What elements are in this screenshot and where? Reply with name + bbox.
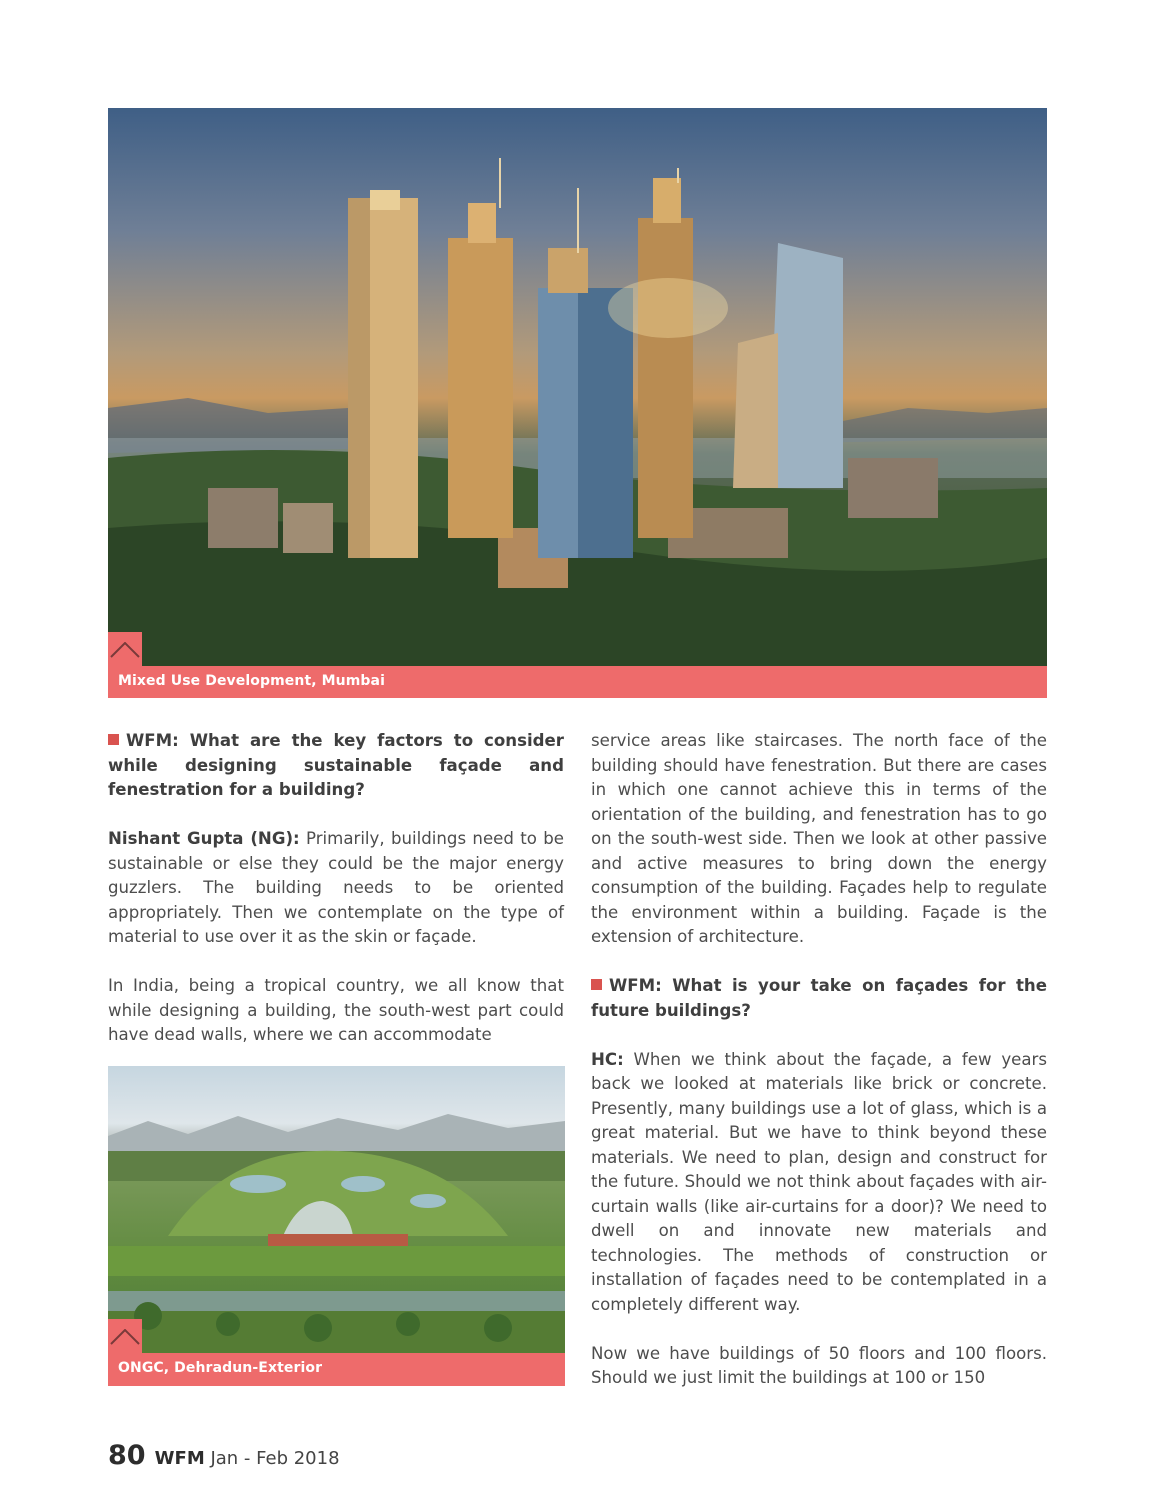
- hero-caption: Mixed Use Development, Mumbai: [118, 673, 385, 689]
- bullet-square-icon: [591, 979, 602, 990]
- answer-text: Primarily, buildings need to be sustainable or else they could be the major energy guzzlers. The building needs to be oriented appropriately. Then we contemplate on the type of material to use over it as the skin or façade.: [108, 829, 564, 946]
- bullet-square-icon: [108, 734, 119, 745]
- question-text: WFM: What are the key factors to consider while designing sustainable façade and fenestration for a building?: [108, 731, 564, 799]
- ongc-photo: [108, 1066, 565, 1353]
- hero-photo: [108, 108, 1047, 666]
- answer-paragraph-2: In India, being a tropical country, we all know that while designing a building, the south-west part could have dead walls, where we can accommodate: [108, 976, 564, 1044]
- caption-bar: [108, 666, 1047, 698]
- question-heading: [108, 729, 564, 803]
- issue-date: Jan - Feb 2018: [204, 1448, 340, 1469]
- answer-paragraph-2: Now we have buildings of 50 floors and 100 floors. Should we just limit the buildings at 100 or 150: [591, 1343, 1047, 1387]
- continuation-paragraph: service areas like staircases. The north face of the building should have fenestration. But there are cases in which one cannot achieve this in terms of the orientation of the building, and fenestration has to go on the south-west side. Then we look at other passive and active measures to bring down the energy consumption of the building. Façades help to regulate the environment within a building. Façade is the extension of architecture.: [591, 731, 1047, 946]
- green-roof-illustration: [108, 1066, 565, 1353]
- page-number: 80: [108, 1440, 146, 1471]
- answer-text: When we think about the façade, a few years back we looked at materials like brick or concrete. Presently, many buildings use a lot of glass, which is a great material. But we have to think beyond these materials. We need to plan, design and construct for the future. Should we not think about façades with air-curtain walls (like air-curtains for a door)? We need to dwell on and innovate new materials and technologies. The methods of construction or installation of façades need to be contemplated in a completely different way.: [591, 1049, 1047, 1314]
- towers-illustration: [108, 108, 1047, 666]
- ongc-figure: [108, 1066, 565, 1386]
- right-column: [591, 729, 1047, 1415]
- triangle-marker-icon: [110, 1329, 140, 1345]
- triangle-marker-icon: [110, 642, 140, 658]
- speaker-label: HC:: [591, 1049, 624, 1069]
- ongc-caption: ONGC, Dehradun-Exterior: [118, 1360, 323, 1376]
- hero-figure: [108, 108, 1047, 698]
- speaker-label: Nishant Gupta (NG):: [108, 829, 300, 848]
- question-heading: [591, 974, 1047, 1023]
- answer-paragraph: [591, 1048, 1047, 1318]
- left-column: [108, 729, 564, 1072]
- caption-tab: [108, 632, 142, 666]
- page-footer: [108, 1440, 340, 1471]
- caption-tab: [108, 1319, 142, 1353]
- answer-paragraph: [108, 827, 564, 950]
- caption-bar: [108, 1353, 565, 1386]
- magazine-name: WFM: [154, 1448, 205, 1469]
- question-text: WFM: What is your take on façades for the future buildings?: [591, 976, 1047, 1020]
